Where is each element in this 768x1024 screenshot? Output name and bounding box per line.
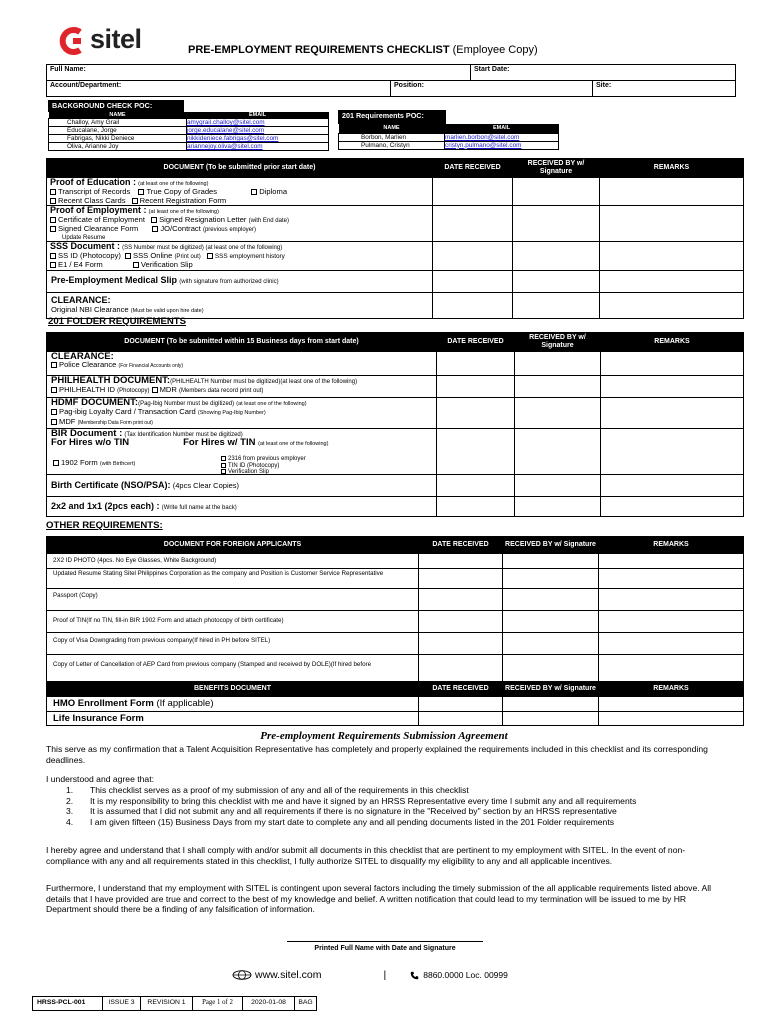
date-received-cell[interactable] [437,398,515,429]
date-received-cell[interactable] [419,712,503,726]
poc201-col-name: NAME [383,125,400,132]
checkbox[interactable] [152,226,158,232]
sitel-logo [58,24,168,58]
date-received-cell[interactable] [433,241,513,270]
checkbox[interactable] [50,217,56,223]
police-clearance: Police Clearance [59,360,117,370]
sss-id-note: (Photocopy) [79,251,121,261]
date-received-cell[interactable] [437,474,515,496]
doc-header: DOCUMENT FOR FOREIGN APPLICANTS [47,537,419,554]
hdmf-title: HDMF DOCUMENT: [51,397,139,408]
bg-poc-table [48,112,329,151]
date-received-header: DATE RECEIVED [433,159,513,178]
doc-header: DOCUMENT (To be submitted prior start date) [47,159,433,178]
education-title: Proof of Education : [50,177,136,187]
poc201-name: Pulmano, Cristyn [339,141,445,149]
checkbox[interactable] [207,253,213,259]
emp-resume: Update Resume [62,234,106,241]
bg-poc-box [48,100,328,151]
edu-transcript: Transcript of Records [58,187,131,197]
employee-info-table [46,64,736,97]
remarks-cell[interactable] [599,589,744,611]
doc-date: 2020-01-08 [243,997,295,1011]
remarks-header: REMARKS [601,333,744,352]
bg-poc-col-email: EMAIL [248,112,267,118]
remarks-cell[interactable] [600,178,744,206]
agreement-item: I am given fifteen (15) Business Days from my start date to complete any and all pending documents listed in the 201 Folder requirements [90,816,615,827]
photo-title: 2x2 and 1x1 (2pcs each) : [51,500,160,511]
date-received-cell[interactable] [419,611,503,633]
remarks-header: REMARKS [599,537,744,554]
sss-e1: E1 / E4 Form [58,260,103,270]
title-text: PRE-EMPLOYMENT REQUIREMENTS CHECKLIST [188,44,450,56]
poc201-email[interactable]: marlien.borbon@sitel.com [445,133,559,141]
position-field[interactable]: Position: [391,81,593,97]
remarks-cell[interactable] [601,352,744,376]
received-by-cell[interactable] [513,205,600,241]
checkbox[interactable] [51,409,57,415]
bir-note: (Tax Identification Number must be digitized) [124,431,243,438]
hmo-row [47,697,744,712]
remarks-cell[interactable] [601,474,744,496]
received-by-header: RECEIVED BY w/ Signature [503,682,599,697]
foreign-applicants-table [46,536,744,683]
phone-icon [410,971,419,980]
edu-diploma: Diploma [259,187,288,197]
edu-grades: True Copy of Grades [146,187,218,197]
received-by-cell[interactable] [515,398,601,429]
employment-title: Proof of Employment : [50,204,147,215]
signature-line[interactable] [287,941,483,942]
hmo-form: HMO Enrollment Form [53,698,154,709]
foreign-req-item: Copy of Visa Downgrading from previous company(If hired in PH before SITEL) [47,633,419,655]
table-row [47,655,744,683]
bg-poc-name: Educalane, Jorge [49,127,187,135]
received-by-cell[interactable] [503,611,599,633]
hdmf-mdf: MDF [59,416,76,426]
table-row [47,554,744,569]
received-by-cell[interactable] [515,428,601,474]
medical-note: (with signature from authorized clinic) [179,278,279,285]
agreement-p1: This serve as my confirmation that a Talent Acquisition Representative has completely and properly explained the requirements included in this checklist and its corresponding deadlines. [46,744,708,765]
phone-number: 8860.0000 Loc. 00999 [423,970,508,980]
sss-note: (SS Number must be digitized) (at least one of the following) [122,244,283,251]
bg-poc-email[interactable]: jorge.educalane@sitel.com [187,127,329,135]
doc-revision: REVISION 1 [141,997,193,1011]
received-by-cell[interactable] [503,655,599,683]
remarks-header: REMARKS [599,682,744,697]
checkbox[interactable] [50,189,56,195]
checkbox[interactable] [51,362,57,368]
bg-poc-email[interactable]: amygrail.challoy@sitel.com [187,119,329,127]
date-received-cell[interactable] [433,292,513,318]
poc201-box [338,110,558,150]
hdmf-note-2: (at least one of the following) [236,401,307,407]
date-received-cell[interactable] [433,270,513,292]
checkbox[interactable] [51,419,57,425]
received-by-cell[interactable] [503,554,599,569]
edu-registration: Recent Registration Form [139,195,227,205]
bg-poc-name: Fabrigas, Nikki Deniece [49,135,187,143]
police-clearance-title: CLEARANCE: [51,351,114,362]
doc-header: BENEFITS DOCUMENT [47,682,419,697]
checkbox[interactable] [125,253,131,259]
life-insurance-form: Life Insurance Form [47,712,419,726]
medical-title: Pre-Employment Medical Slip [51,274,178,285]
other-title: OTHER REQUIREMENTS: [46,520,163,531]
bg-poc-email[interactable]: nikkideniece.fabrigas@sitel.com [187,135,329,143]
checkbox[interactable] [50,262,56,268]
sss-slip: Verification Slip [140,260,193,270]
doc-issue: ISSUE 3 [103,997,141,1011]
folder201-table [46,332,744,517]
foreign-req-item: 2X2 ID PHOTO (4pcs. No Eye Glasses, White Background) [47,554,419,569]
bg-poc-title: BACKGROUND CHECK POC: [48,100,184,112]
sss-id: SS ID [58,251,78,261]
received-by-cell[interactable] [513,270,600,292]
checkbox[interactable] [151,217,157,223]
poc201-email[interactable]: cristyn.pulmano@sitel.com [445,141,559,149]
philhealth-id-note: (Photocopy) [117,388,150,395]
photo-note: (Write full name at the back) [161,504,237,511]
received-by-cell[interactable] [503,712,599,726]
remarks-cell[interactable] [601,398,744,429]
received-by-cell[interactable] [503,697,599,712]
bg-poc-col-name: NAME [109,112,126,118]
remarks-cell[interactable] [599,569,744,589]
doc-header: DOCUMENT (To be submitted within 15 Business days from start date) [47,333,437,352]
agreement-item: It is my responsibility to bring this checklist with me and have it signed by an HRSS Representative every time I submit any and all requirements [90,795,637,806]
received-by-cell[interactable] [515,496,601,516]
foreign-req-item: Passport (Copy) [47,589,419,611]
received-by-cell[interactable] [513,241,600,270]
date-received-cell[interactable] [419,569,503,589]
sss-title: SSS Document : [50,240,121,251]
bir-title: BIR Document : [51,427,123,439]
sitel-logo-mark [58,26,88,56]
bir-with-tin: For Hires w/ TIN [183,437,256,449]
employment-note: (at least one of the following) [148,208,219,215]
foreign-req-item: Copy of Letter of Cancellation of AEP Card from previous company (Stamped and received by DOLE)(If hired before [47,655,419,683]
sss-row [47,241,744,270]
remarks-cell[interactable] [600,292,744,318]
remarks-cell[interactable] [599,655,744,683]
received-by-cell[interactable] [515,352,601,376]
received-by-cell[interactable] [503,633,599,655]
bir-row [47,428,744,474]
date-received-cell[interactable] [419,697,503,712]
received-by-cell[interactable] [503,589,599,611]
checkbox[interactable] [51,387,57,393]
bir-1902: 1902 Form [61,457,98,467]
checkbox[interactable] [221,469,226,474]
emp-coe: Certificate of Employment [58,215,145,225]
date-received-cell[interactable] [419,554,503,569]
philhealth-note: (PHILHEALTH Number must be digitized)(at least one of the following) [170,379,358,385]
date-received-cell[interactable] [419,655,503,683]
remarks-cell[interactable] [599,554,744,569]
benefits-table [46,681,744,726]
checkbox[interactable] [221,463,226,468]
education-row [47,178,744,206]
foreign-req-item: Proof of TIN(If no TIN, fill-in BIR 1902 Form and attach photocopy of birth certificate) [47,611,419,633]
life-insurance-row [47,712,744,726]
checkbox[interactable] [132,198,138,204]
document-control-table [32,996,317,1011]
received-by-cell[interactable] [515,474,601,496]
checkbox[interactable] [133,262,139,268]
agreement-item: It is assumed that I did not submit any and all requirements if there is no signature in the "Received by" section by an HRSS representative [90,806,617,817]
agreement-item: This checklist serves as a proof of my submission of any and all of the requirements in this checklist [90,785,469,795]
poc201-title: 201 Requirements POC: [338,110,446,124]
received-by-header: RECEIVED BY w/ Signature [503,537,599,554]
site-field[interactable]: Site: [593,81,736,97]
police-note: (For Financial Accounts only) [118,363,184,370]
checkbox[interactable] [50,253,56,259]
table-row [47,633,744,655]
remarks-cell[interactable] [599,611,744,633]
remarks-cell[interactable] [600,241,744,270]
footer-contact [232,969,508,981]
table-row [47,569,744,589]
checkbox[interactable] [221,456,226,461]
remarks-cell[interactable] [599,697,744,712]
website-link[interactable]: www.sitel.com [255,969,322,981]
bg-poc-name: Oliva, Arianne Joy [49,143,187,151]
checkbox[interactable] [50,198,56,204]
poc201-col-email: EMAIL [492,125,511,132]
education-note: (at least one of the following) [138,181,209,187]
doc-bag: BAG [295,997,317,1011]
emp-clearance: Signed Clearance Form [58,224,139,234]
date-received-cell[interactable] [433,178,513,206]
bg-poc-email[interactable]: ariannejoy.oliva@sitel.com [187,143,329,151]
nbi-clearance: Original NBI Clearance [51,304,129,314]
bg-poc-name: Challoy, Amy Grail [49,119,187,127]
doc-code: HRSS-PCL-001 [33,997,103,1011]
philhealth-mdr: MDR [159,385,177,395]
philhealth-row [47,376,744,398]
philhealth-id: PHILHEALTH ID [59,385,115,395]
poc201-table [338,124,559,150]
employment-row [47,205,744,241]
edu-class-cards: Recent Class Cards [58,195,126,205]
checkbox[interactable] [50,226,56,232]
date-received-cell[interactable] [437,376,515,398]
bir-1902-note: (with Birthcert) [99,460,136,467]
received-by-cell[interactable] [513,178,600,206]
full-name-field[interactable]: Full Name: [47,65,471,81]
globe-icon [232,970,252,980]
clearance-title: CLEARANCE: [51,294,111,305]
hdmf-note: (Pag-Ibig Number must be digitized) [138,401,235,407]
date-received-header: DATE RECEIVED [419,682,503,697]
emp-jo: JO/Contract [160,224,201,234]
copy-label: (Employee Copy) [452,44,538,56]
nbi-note: (Must be valid upon hire date) [130,307,204,314]
emp-resignation-note: (with End date) [248,218,289,225]
received-by-header: RECEIVED BY w/ Signature [513,159,600,178]
received-by-cell[interactable] [513,292,600,318]
birth-cert-title: Birth Certificate (NSO/PSA): [51,479,171,490]
emp-jo-note: (previous employer) [202,227,256,234]
medical-row [47,270,744,292]
doc-page: Page 1 of 2 [193,997,243,1011]
hdmf-loyalty-card: Pag-ibig Loyalty Card / Transaction Card [59,407,196,417]
date-received-cell[interactable] [433,205,513,241]
date-received-cell[interactable] [437,352,515,376]
hdmf-mdf-note: (Membership Data Form print out) [77,419,153,426]
photo-row [47,496,744,516]
remarks-cell[interactable] [601,496,744,516]
bir-with-tin-note: (at least one of the following) [258,441,329,448]
sss-history: SSS employment history [214,253,285,261]
foreign-req-item: Updated Resume Stating Sitel Philippines Corporation as the company and Position is Customer Service Representative [47,569,419,589]
philhealth-mdr-note: (Members data record print out) [179,388,264,395]
table-row [47,589,744,611]
logo-text: sitel [90,24,142,54]
signature-label: Printed Full Name with Date and Signature [314,945,456,952]
account-field[interactable]: Account/Department: [47,81,391,97]
agreement-p2: I understood and agree that: [46,774,154,784]
checkbox[interactable] [152,387,158,393]
remarks-cell[interactable] [601,428,744,474]
remarks-cell[interactable] [599,633,744,655]
remarks-cell[interactable] [600,270,744,292]
prior-start-table [46,158,744,319]
date-received-cell[interactable] [437,428,515,474]
agreement-list: 1. This checklist serves as a proof of my submission of any and all of the requirements in this checklist 2. It is my responsibility to bring this checklist with me and have it signed by an HRSS Representative every time I submit any and all requirements 3. It is assumed that I did not submit any and all requirements if there is no signature in the "Received by" section by an HRSS representative 4. I am given fifteen (15) Business Days from my start date to complete any and all pending documents listed in the 201 Folder requirements [66,785,726,827]
nbi-clearance-row [47,292,744,318]
police-row [47,352,744,376]
received-by-cell[interactable] [515,376,601,398]
date-received-cell[interactable] [419,589,503,611]
emp-resignation: Signed Resignation Letter [159,215,247,225]
checkbox[interactable] [53,460,59,466]
checkbox[interactable] [138,189,144,195]
agreement-title: Pre-employment Requirements Submission Agreement [260,730,508,742]
date-received-cell[interactable] [419,633,503,655]
remarks-cell[interactable] [600,205,744,241]
date-received-header: DATE RECEIVED [437,333,515,352]
date-received-header: DATE RECEIVED [419,537,503,554]
folder201-title: 201 FOLDER REQUIREMENTS [48,316,187,327]
hdmf-loyalty-note: (Showing Pag-Ibig Number) [197,410,266,417]
bir-without-tin: For Hires w/o TIN [51,437,130,449]
bir-2316: 2316 from previous employer [228,455,306,462]
sss-online: SSS Online [133,251,173,261]
received-by-cell[interactable] [503,569,599,589]
poc201-name: Borbon, Marlien [339,133,445,141]
remarks-cell[interactable] [601,376,744,398]
agreement-p4: Furthermore, I understand that my employment with SITEL is contingent upon several factors including the timely submission of the all applicable requirements listed above. All details that I have provided are true and correct to the best of my knowledge and belief. A written notification that could lead to my termination will be issued to me by HR Department should there be a finding of any falsification of information. [46,883,712,915]
birth-cert-row [47,474,744,496]
separator: | [383,969,387,981]
table-row [47,611,744,633]
bir-slip: Verification Slip [228,469,270,476]
remarks-header: REMARKS [600,159,744,178]
remarks-cell[interactable] [599,712,744,726]
bir-tin-id: TIN ID (Photocopy) [228,462,280,469]
sss-online-note: (Print out) [174,254,201,261]
date-received-cell[interactable] [437,496,515,516]
received-by-header: RECEIVED BY w/ Signature [515,333,601,352]
hmo-note: (If applicable) [156,698,214,709]
checkbox[interactable] [251,189,257,195]
philhealth-title: PHILHEALTH DOCUMENT: [51,375,171,386]
page-title [188,44,538,56]
start-date-field[interactable]: Start Date: [471,65,736,81]
agreement-p3: I hereby agree and understand that I shall comply with and/or submit all documents in this checklist that are pertinent to my employment with SITEL. In the event of non-compliance with any and all requirements stated in this checklist, I fully authorize SITEL to disqualify my eligibility to any and all applicable incentives. [46,845,686,866]
hdmf-row [47,398,744,429]
birth-cert-note: (4pcs Clear Copies) [172,480,240,490]
